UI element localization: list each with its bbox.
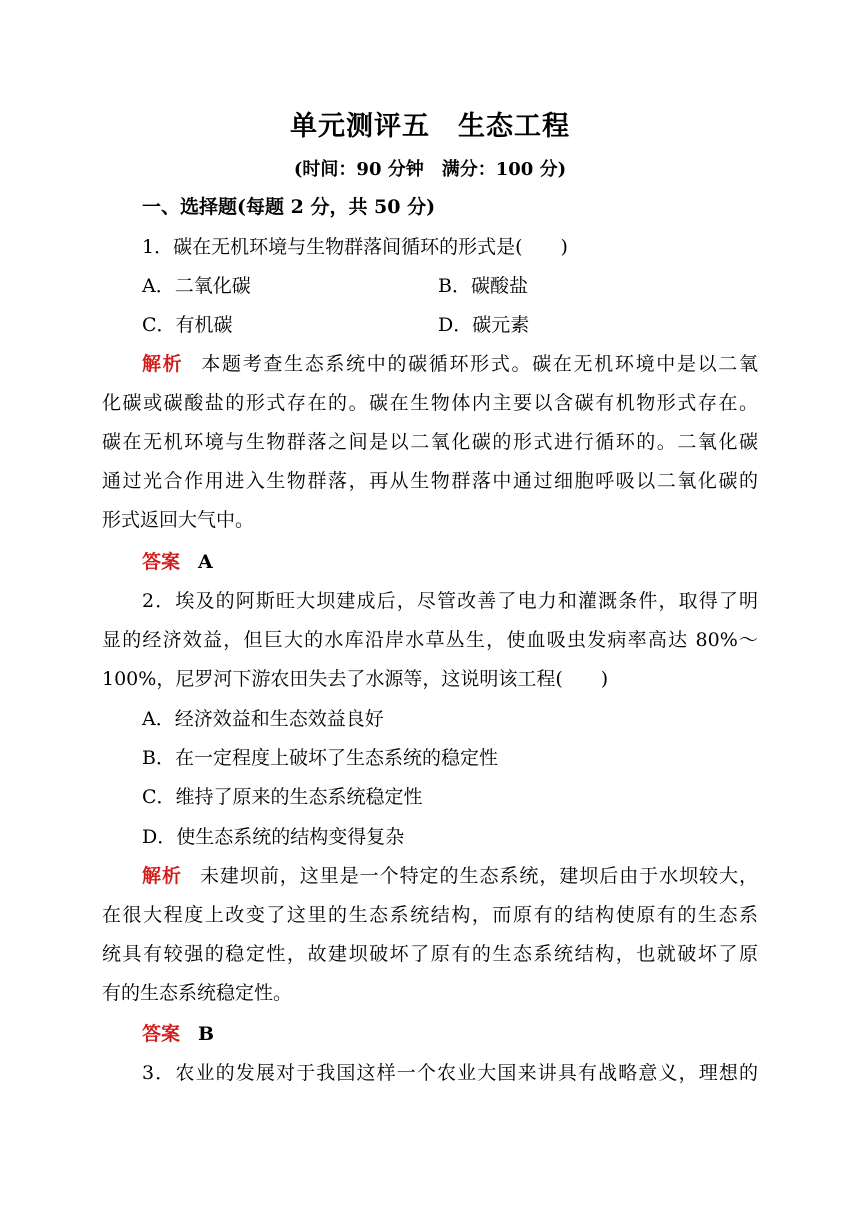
stem-line: 3．农业的发展对于我国这样一个农业大国来讲具有战略意义，理想的 [142,1062,758,1084]
option-b: B．碳酸盐 [438,275,528,297]
analysis-line: 在很大程度上改变了这里的生态系统结构，而原有的结构使原有的生态系 [102,904,758,926]
option-a: A．二氧化碳 [142,275,251,297]
analysis-label: 解析 [142,353,184,375]
section-heading: 一、选择题(每题 2 分，共 50 分) [142,196,436,218]
answer-label: 答案 [142,551,181,573]
question-1-answer [142,543,758,582]
answer-value: B [198,1023,215,1045]
question-2-answer [142,1015,758,1054]
answer-label: 答案 [142,1023,181,1045]
question-2-option-c: C．维持了原来的生态系统稳定性 [142,786,423,808]
stem-line: 100%，尼罗河下游农田失去了水源等，这说明该工程( ) [102,668,609,690]
question-2-option-b: B．在一定程度上破坏了生态系统的稳定性 [142,747,498,769]
question-1-stem: 1．碳在无机环境与生物群落间循环的形式是( ) [142,236,568,258]
question-2-option-d: D．使生态系统的结构变得复杂 [142,826,405,848]
analysis-label: 解析 [142,865,182,887]
analysis-line: 通过光合作用进入生物群落，再从生物群落中通过细胞呼吸以二氧化碳的 [102,470,758,492]
question-2-option-a: A．经济效益和生态效益良好 [142,708,384,730]
question-1-analysis [102,345,758,540]
analysis-line: 化碳或碳酸盐的形式存在的。碳在生物体内主要以含碳有机物形式存在。 [102,392,758,414]
analysis-line: 有的生态系统稳定性。 [102,982,293,1004]
analysis-line: 解析 本题考查生态系统中的碳循环形式。碳在无机环境中是以二氧 [142,353,758,375]
answer-value: A [198,551,213,573]
question-3-stem [102,1054,758,1093]
analysis-line: 统具有较强的稳定性，故建坝破坏了原有的生态系统结构，也就破坏了原 [102,943,758,965]
stem-line: 2．埃及的阿斯旺大坝建成后，尽管改善了电力和灌溉条件，取得了明 [142,590,758,612]
analysis-line: 碳在无机环境与生物群落之间是以二氧化碳的形式进行循环的。二氧化碳 [102,431,758,453]
analysis-line: 解析 未建坝前，这里是一个特定的生态系统，建坝后由于水坝较大， [142,865,758,887]
analysis-line: 形式返回大气中。 [102,509,255,531]
question-1-options-row-1 [142,267,758,306]
question-2-stem [102,582,758,699]
option-c: C．有机碳 [142,314,233,336]
page-title: 单元测评五 生态工程 [290,111,570,142]
option-d: D．碳元素 [438,314,530,336]
question-2-analysis [102,857,758,1013]
question-1-options-row-2 [142,306,758,345]
stem-line: 显的经济效益，但巨大的水库沿岸水草丛生，使血吸虫发病率高达 80%～ [102,629,758,651]
page-subtitle: (时间：90 分钟 满分：100 分) [293,159,567,180]
